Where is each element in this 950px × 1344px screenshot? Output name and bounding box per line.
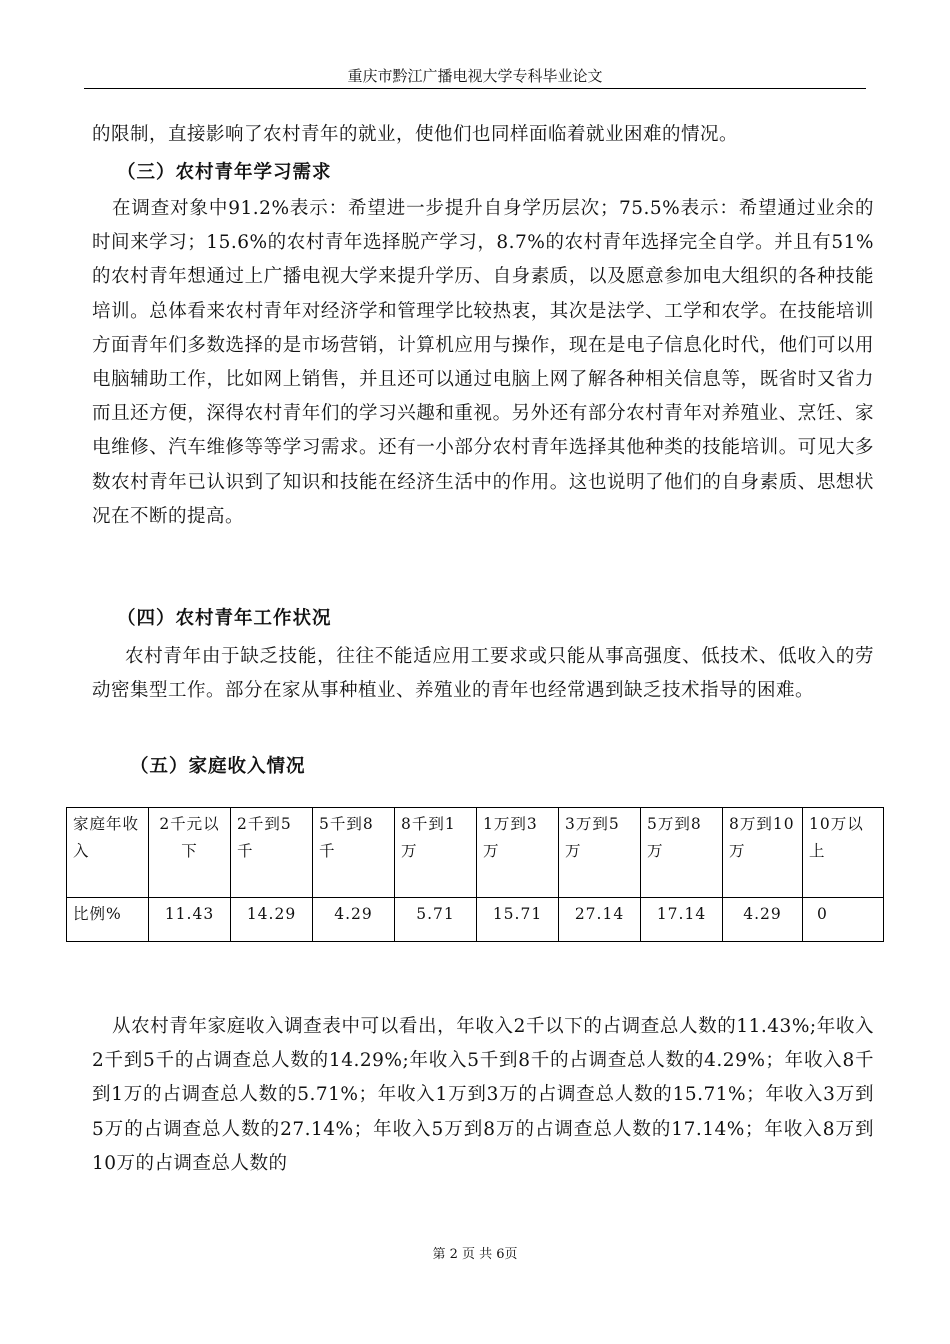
table-cell: 27.14 [559,897,641,941]
section-heading-learning-needs: （三）农村青年学习需求 [117,162,332,183]
table-column-header: 2千到5千 [231,808,313,898]
table-column-header: 5万到8万 [641,808,723,898]
table-column-header: 8千到1万 [395,808,477,898]
table-row-header: 家庭年收入 [67,808,149,898]
table-cell: 4.29 [313,897,395,941]
table-column-header: 2千元以下 [149,808,231,898]
table-cell: 11.43 [149,897,231,941]
table-column-header: 8万到10万 [723,808,803,898]
table-column-header: 3万到5万 [559,808,641,898]
paragraph-intro: 的限制，直接影响了农村青年的就业，使他们也同样面临着就业困难的情况。 [92,124,739,145]
income-table [66,807,884,942]
section-heading-family-income: （五）家庭收入情况 [130,756,306,777]
section-heading-work-status: （四）农村青年工作状况 [117,608,332,629]
table-row [67,897,884,941]
paragraph-income-analysis: 从农村青年家庭收入调查表中可以看出，年收入2千以下的占调查总人数的11.43%;年收入2千到5千的占调查总人数的14.29%;年收入5千到8千的占调查总人数的4.29%；年收入8千到1万的占调查总人数的5.71%；年收入1万到3万的占调查总人数的15.71%；年收入3万到5万的占调查总人数的27.14%；年收入5万到8万的占调查总人数的17.14%；年收入8万到10万的占调查总人数的 [92,1016,874,1174]
table-cell: 4.29 [723,897,803,941]
page-footer: 第 2 页 共 6页 [432,1247,518,1262]
table-cell: 0 [803,897,884,941]
paragraph-work-status: 农村青年由于缺乏技能，往往不能适应用工要求或只能从事高强度、低技术、低收入的劳动密集型工作。部分在家从事种植业、养殖业的青年也经常遇到缺乏技术指导的困难。 [92,646,874,702]
table-row-label: 比例% [67,897,149,941]
table-header-row [67,808,884,898]
table-cell: 5.71 [395,897,477,941]
table-column-header: 5千到8千 [313,808,395,898]
paragraph-learning-needs: 在调查对象中91.2%表示：希望进一步提升自身学历层次；75.5%表示：希望通过业余的时间来学习；15.6%的农村青年选择脱产学习，8.7%的农村青年选择完全自学。并且有51%的农村青年想通过上广播电视大学来提升学历、自身素质，以及愿意参加电大组织的各种技能培训。总体看来农村青年对经济学和管理学比较热衷，其次是法学、工学和农学。在技能培训方面青年们多数选择的是市场营销，计算机应用与操作，现在是电子信息化时代，他们可以用电脑辅助工作，比如网上销售，并且还可以通过电脑上网了解各种相关信息等，既省时又省力而且还方便，深得农村青年们的学习兴趣和重视。另外还有部分农村青年对养殖业、烹饪、家电维修、汽车维修等等学习需求。还有一小部分农村青年选择其他种类的技能培训。可见大多数农村青年已认识到了知识和技能在经济生活中的作用。这也说明了他们的自身素质、思想状况在不断的提高。 [92,198,874,527]
table-cell: 17.14 [641,897,723,941]
table-cell: 15.71 [477,897,559,941]
table-cell: 14.29 [231,897,313,941]
table-column-header: 10万以上 [803,808,884,898]
table-column-header: 1万到3万 [477,808,559,898]
page-header: 重庆市黔江广播电视大学专科毕业论文 [84,66,866,89]
